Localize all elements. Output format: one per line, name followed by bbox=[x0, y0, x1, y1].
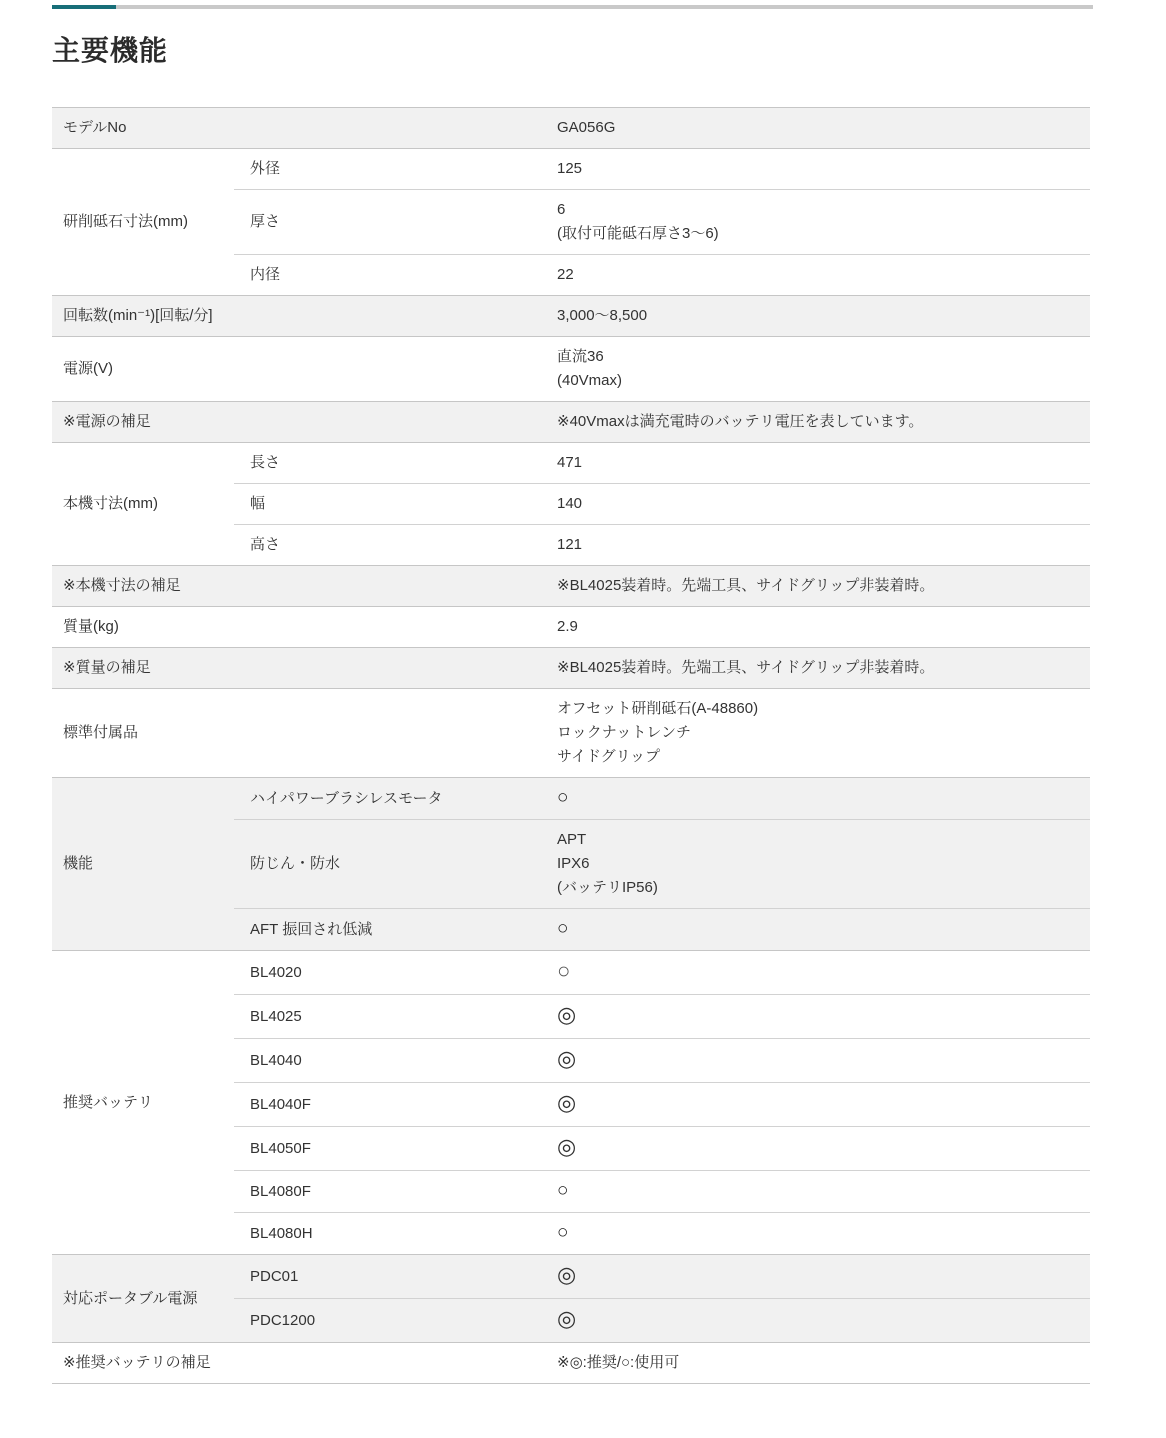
spec-value bbox=[541, 1343, 1090, 1384]
spec-row-brushless-motor bbox=[52, 778, 1090, 820]
spec-value-line: 125 bbox=[557, 160, 583, 177]
spec-row-power-note bbox=[52, 402, 1090, 443]
spec-value-line: 121 bbox=[557, 536, 583, 553]
spec-row-label: ※本機寸法の補足 bbox=[52, 566, 541, 607]
spec-value-line: 6 bbox=[557, 201, 566, 218]
spec-value bbox=[541, 255, 1090, 296]
section-rule-accent bbox=[52, 5, 116, 9]
spec-value bbox=[541, 689, 1090, 778]
availability-mark: ◎ bbox=[557, 1046, 577, 1071]
spec-value-line: (バッテリIP56) bbox=[557, 879, 658, 896]
spec-row-pdc01 bbox=[52, 1255, 1090, 1299]
spec-value-line: (取付可能砥石厚さ3〜6) bbox=[557, 225, 719, 242]
spec-row-label: ※推奨バッテリの補足 bbox=[52, 1343, 541, 1384]
spec-value bbox=[541, 1083, 1090, 1127]
page-title: 主要機能 bbox=[52, 35, 169, 66]
spec-sub-label: 内径 bbox=[234, 255, 541, 296]
spec-table bbox=[52, 107, 1090, 1384]
spec-row-weight-note bbox=[52, 648, 1090, 689]
spec-row-power-source bbox=[52, 337, 1090, 402]
spec-value bbox=[541, 484, 1090, 525]
spec-value-line: ※BL4025装着時。先端工具、サイドグリップ非装着時。 bbox=[557, 659, 935, 676]
availability-mark: ○ bbox=[557, 918, 569, 939]
spec-row-label: 標準付属品 bbox=[52, 689, 541, 778]
spec-value bbox=[541, 1255, 1090, 1299]
spec-value bbox=[541, 778, 1090, 820]
spec-group-label: 推奨バッテリ bbox=[52, 951, 234, 1255]
spec-value bbox=[541, 149, 1090, 190]
spec-sub-label: BL4025 bbox=[234, 995, 541, 1039]
spec-value bbox=[541, 402, 1090, 443]
spec-value-line: GA056G bbox=[557, 119, 616, 136]
spec-value bbox=[541, 995, 1090, 1039]
availability-mark: ◎ bbox=[557, 1306, 577, 1331]
spec-value-line: IPX6 bbox=[557, 855, 590, 872]
spec-value-line: (40Vmax) bbox=[557, 372, 623, 389]
spec-sub-label: BL4040F bbox=[234, 1083, 541, 1127]
spec-value-line: サイドグリップ bbox=[557, 748, 661, 765]
spec-sub-label: ハイパワーブラシレスモータ bbox=[234, 778, 541, 820]
spec-value-line: 22 bbox=[557, 266, 574, 283]
availability-mark: ◎ bbox=[557, 1090, 577, 1115]
spec-value bbox=[541, 566, 1090, 607]
spec-sub-label: PDC1200 bbox=[234, 1299, 541, 1343]
spec-row-label: ※質量の補足 bbox=[52, 648, 541, 689]
availability-mark: ◎ bbox=[557, 1262, 577, 1287]
spec-value bbox=[541, 443, 1090, 484]
spec-row-dimensions-note bbox=[52, 566, 1090, 607]
spec-value-line: APT bbox=[557, 831, 587, 848]
spec-value-line: オフセット研削砥石(A-48860) bbox=[557, 700, 759, 717]
spec-group-label: 対応ポータブル電源 bbox=[52, 1255, 234, 1343]
spec-value bbox=[541, 337, 1090, 402]
spec-sub-label: BL4040 bbox=[234, 1039, 541, 1083]
spec-group-label: 本機寸法(mm) bbox=[52, 443, 234, 566]
spec-value-line: ※40Vmaxは満充電時のバッテリ電圧を表しています。 bbox=[557, 413, 924, 430]
spec-value bbox=[541, 1039, 1090, 1083]
spec-row-label: 質量(kg) bbox=[52, 607, 541, 648]
availability-mark: ○ bbox=[557, 787, 569, 808]
spec-row-weight bbox=[52, 607, 1090, 648]
spec-value bbox=[541, 1299, 1090, 1343]
spec-value bbox=[541, 607, 1090, 648]
spec-row-label: ※電源の補足 bbox=[52, 402, 541, 443]
spec-value bbox=[541, 108, 1090, 149]
availability-mark: ○ bbox=[557, 958, 571, 983]
spec-sub-label: 幅 bbox=[234, 484, 541, 525]
spec-value bbox=[541, 1127, 1090, 1171]
spec-sub-label: 高さ bbox=[234, 525, 541, 566]
spec-value bbox=[541, 1171, 1090, 1213]
availability-mark: ◎ bbox=[557, 1134, 577, 1159]
spec-value-line: ※BL4025装着時。先端工具、サイドグリップ非装着時。 bbox=[557, 577, 935, 594]
spec-sub-label: 厚さ bbox=[234, 190, 541, 255]
spec-row-battery-note bbox=[52, 1343, 1090, 1384]
spec-sub-label: BL4020 bbox=[234, 951, 541, 995]
spec-row-model-no bbox=[52, 108, 1090, 149]
spec-sub-label: 長さ bbox=[234, 443, 541, 484]
spec-value-line: ロックナットレンチ bbox=[557, 724, 692, 741]
spec-group-label: 研削砥石寸法(mm) bbox=[52, 149, 234, 296]
spec-value-line: 3,000〜8,500 bbox=[557, 307, 648, 324]
spec-value bbox=[541, 909, 1090, 951]
spec-sub-label: BL4050F bbox=[234, 1127, 541, 1171]
spec-value-line: 直流36 bbox=[557, 348, 604, 365]
spec-value-line: 2.9 bbox=[557, 618, 578, 635]
spec-row-battery-bl4020 bbox=[52, 951, 1090, 995]
spec-sub-label: PDC01 bbox=[234, 1255, 541, 1299]
spec-sub-label: BL4080F bbox=[234, 1171, 541, 1213]
spec-value bbox=[541, 296, 1090, 337]
spec-value bbox=[541, 820, 1090, 909]
spec-value bbox=[541, 951, 1090, 995]
spec-value bbox=[541, 1213, 1090, 1255]
spec-value-line: 471 bbox=[557, 454, 583, 471]
spec-group-label: 機能 bbox=[52, 778, 234, 951]
spec-row-length bbox=[52, 443, 1090, 484]
section-rule bbox=[52, 5, 1093, 9]
spec-row-label: モデルNo bbox=[52, 108, 541, 149]
spec-sub-label: AFT 振回され低減 bbox=[234, 909, 541, 951]
spec-value-line: ※◎:推奨/○:使用可 bbox=[557, 1354, 680, 1371]
spec-row-rpm bbox=[52, 296, 1090, 337]
spec-sub-label: 外径 bbox=[234, 149, 541, 190]
spec-sub-label: 防じん・防水 bbox=[234, 820, 541, 909]
spec-row-accessories bbox=[52, 689, 1090, 778]
spec-row-label: 電源(V) bbox=[52, 337, 541, 402]
spec-sub-label: BL4080H bbox=[234, 1213, 541, 1255]
spec-value-line: 140 bbox=[557, 495, 583, 512]
availability-mark: ○ bbox=[557, 1222, 569, 1243]
availability-mark: ◎ bbox=[557, 1002, 577, 1027]
spec-value bbox=[541, 648, 1090, 689]
spec-value bbox=[541, 525, 1090, 566]
spec-value bbox=[541, 190, 1090, 255]
spec-row-wheel-outer-dia bbox=[52, 149, 1090, 190]
availability-mark: ○ bbox=[557, 1180, 569, 1201]
spec-row-label: 回転数(min⁻¹)[回転/分] bbox=[52, 296, 541, 337]
